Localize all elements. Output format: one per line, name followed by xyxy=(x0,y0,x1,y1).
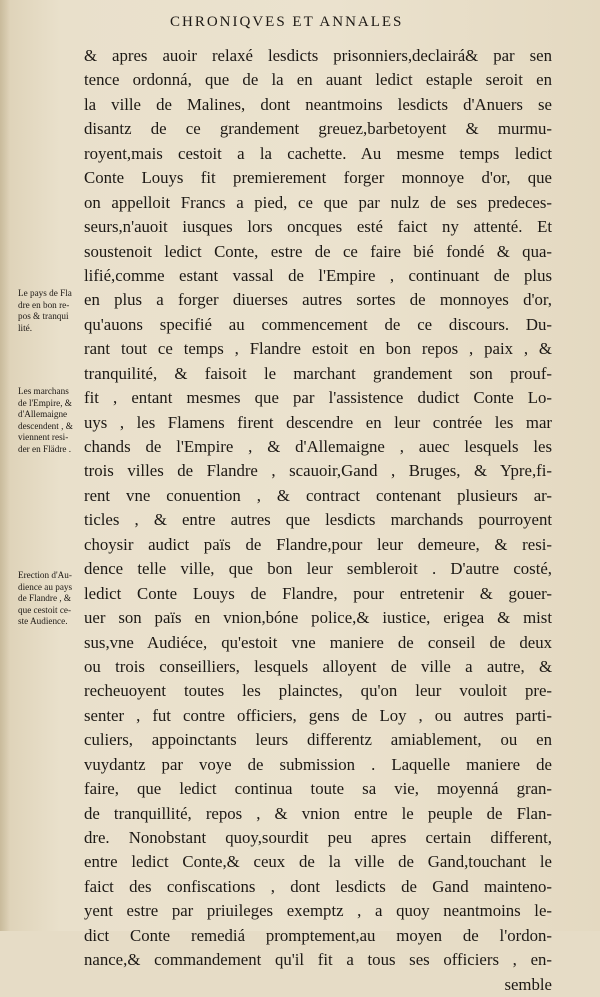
text-line: royent,mais cestoit a la cachette. Au mesme temps ledict xyxy=(84,143,552,163)
text-line: qu'auons specifié au commencement de ce discours. Du- xyxy=(84,314,552,334)
text-line: sus,vne Audiéce, qu'estoit vne maniere de conseil de deux xyxy=(84,632,552,652)
margin-note-audience xyxy=(18,570,94,628)
text-line: rent vne conuention , & contract contenant plusieurs ar- xyxy=(84,485,552,505)
text-line: on appelloit Francs a pied, ce que par nulz de ses predeces- xyxy=(84,192,552,212)
margin-note-line: lité. xyxy=(18,322,33,333)
text-line: entre ledict Conte,& ceux de la ville de Gand,touchant le xyxy=(84,852,552,872)
margin-note-line: que cestoit ce- xyxy=(18,604,72,615)
text-line: dre. Nonobstant quoy,sourdit peu apres certain different, xyxy=(84,828,552,847)
text-line: fit , entant mesmes que par l'assistence dudict Conte Lo- xyxy=(84,388,552,408)
text-line: seurs,n'auoit iusques lors oncques esté faict ny attenté. Et xyxy=(84,217,552,237)
text-line: yent estre par priuileges exemptz , a quoy neantmoins le- xyxy=(84,901,552,921)
text-line: rant tout ce temps , Flandre estoit en bon repos , paix , & xyxy=(84,339,552,359)
text-line: uys , les Flamens firent descendre en leur contrée les mar xyxy=(84,412,552,432)
text-line: soustenoit ledict Conte, estre de ce faire bié fondé & qua- xyxy=(84,241,552,261)
text-line: la ville de Malines, dont neantmoins lesdicts d'Anuers se xyxy=(84,94,552,114)
text-line: trois villes de Flandre , scauoir,Gand , Bruges, & Ypre,fi- xyxy=(84,461,552,481)
text-line: tranquilité, & faisoit le marchant grandement son prouf- xyxy=(84,363,552,383)
body-text xyxy=(84,44,552,997)
text-line: uer son païs en vnion,bóne police,& iustice, erigea & mist xyxy=(84,608,552,628)
text-line: nance,& commandement qu'il fit a tous ses officiers , en- xyxy=(84,950,552,970)
margin-note-line: Le pays de Fla xyxy=(18,288,72,298)
text-line: Conte Louys fit premierement forger monnoye d'or, que xyxy=(84,168,552,188)
margin-note-line: pos & tranqui xyxy=(18,311,69,321)
text-line: choysir audict païs de Flandre,pour leur demeure, & resi- xyxy=(84,534,552,554)
margin-note-line: de l'Empire, & xyxy=(18,397,72,408)
text-line: ledict Conte Louys de Flandre, pour entretenir & gouer- xyxy=(84,583,552,603)
text-line: culiers, appoinctants leurs differentz amiablement, ou en xyxy=(84,730,552,750)
margin-note-line: Les marchans xyxy=(18,386,69,396)
margin-note-line: dience au pays xyxy=(18,581,73,592)
text-line: semble xyxy=(504,974,552,994)
text-line: chands de l'Empire , & d'Allemaigne , auec lesquels les xyxy=(84,437,552,456)
text-line: de tranquillité, repos , & vnion entre le peuple de Flan- xyxy=(84,803,552,823)
text-line: lifié,comme estant vassal de l'Empire , continuant de plus xyxy=(84,265,552,285)
running-header: CHRONIQVES ET ANNALES xyxy=(170,14,404,30)
text-line: recheuoyent toutes les plainctes, qu'on leur vouloit pre- xyxy=(84,681,552,701)
text-line: disantz de ce grandement greuez,barbetoyent & murmu- xyxy=(84,119,552,139)
margin-note-line: d'Allemaigne xyxy=(18,409,68,419)
margin-note-line: descendent , & xyxy=(18,420,73,431)
text-line: dence telle ville, que bon leur sembleroit . D'autre costé, xyxy=(84,559,552,579)
margin-note-line: de Flandre , & xyxy=(18,593,72,603)
margin-note-line: dre en bon re- xyxy=(18,299,70,310)
text-line: faict des confiscations , dont lesdicts de Gand mainteno- xyxy=(84,876,552,896)
margin-note-line: ste Audience. xyxy=(18,616,68,626)
margin-note-line: der en Flädre . xyxy=(18,443,72,454)
margin-note-peace xyxy=(18,288,94,334)
text-line: ou trois conseilliers, lesquels alloyent de ville a autre, & xyxy=(84,656,552,676)
text-line: senter , fut contre officiers, gens de Loy , ou autres parti- xyxy=(84,705,552,725)
text-line: & apres auoir relaxé lesdicts prisonniers,declairá& par sen xyxy=(84,46,552,65)
margin-note-line: Erection d'Au- xyxy=(18,570,72,580)
margin-note-merchants xyxy=(18,386,94,455)
margin-note-line: viennent resi- xyxy=(18,432,69,442)
text-line: faire, que ledict continua toute sa vie, moyenná gran- xyxy=(84,779,552,799)
text-line: vuydantz par voye de submission . Laquelle maniere de xyxy=(84,754,552,774)
text-line: ticles , & entre autres que lesdicts marchands pourroyent xyxy=(84,510,552,530)
text-line: en plus a forger diuerses autres sortes de monnoyes d'or, xyxy=(84,290,552,310)
text-line: dict Conte remediá promptement,au moyen de l'ordon- xyxy=(84,925,552,945)
text-line: tence ordonná, que de la en auant ledict estaple seroit en xyxy=(84,70,552,90)
